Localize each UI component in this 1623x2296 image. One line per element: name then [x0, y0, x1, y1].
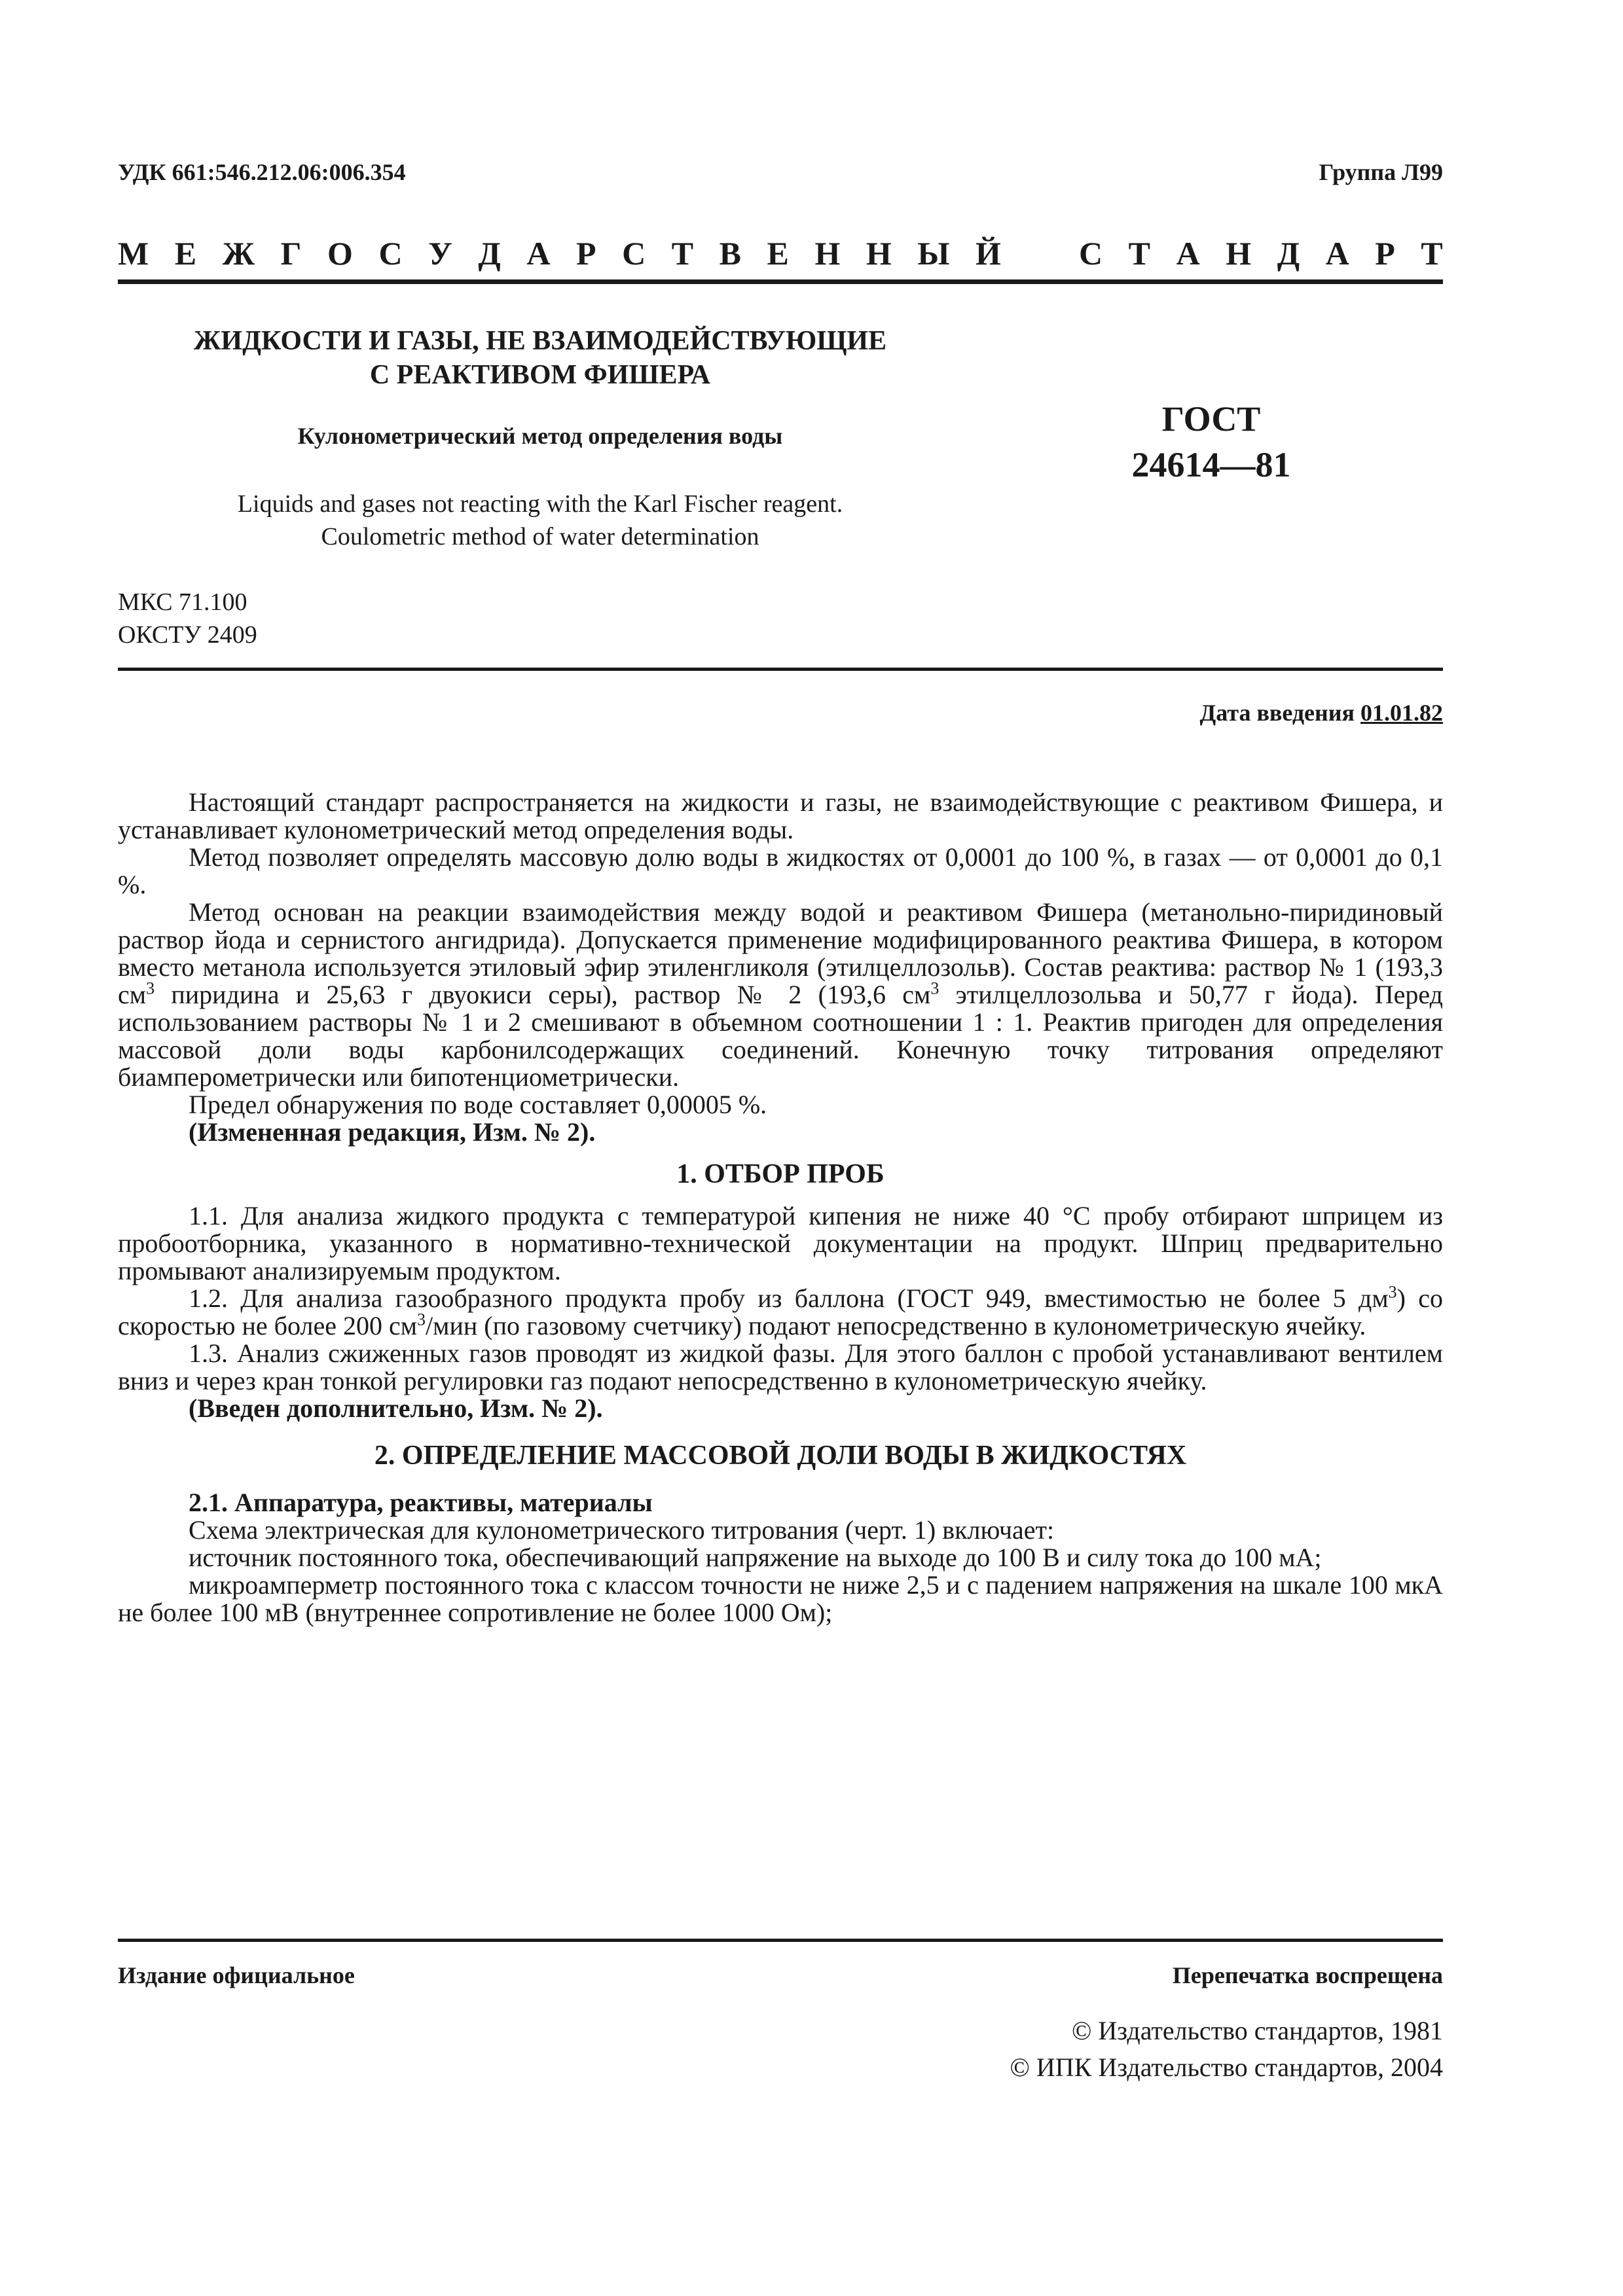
banner-letter: Т: [1421, 235, 1443, 272]
paragraph-text: пиридина и 25,63 г двуокиси серы), раствор № 2 (193,6 см: [155, 980, 931, 1009]
banner-letter: М: [118, 235, 149, 272]
amendment-note: (Измененная редакция, Изм. № 2).: [189, 1117, 596, 1147]
banner-letter: Ж: [222, 235, 255, 272]
banner-letter: Р: [575, 235, 596, 272]
paragraph-text: Метод основан на реакции взаимодействия между водой и реактивом Фишера (метанольно-пиридиновый раствор йода и сернистого ангидрида). Допускается применение модифицированного реактива Фишера, в котором вместо метанола используется этиловый эфир этиленгликоля (этилцеллозольв). Состав реактива: раствор № 1 (193,3 см: [118, 897, 1443, 1009]
footer-rule: [118, 1939, 1443, 1942]
banner-letter: Й: [976, 235, 1001, 272]
paragraph-text: /мин (по газовому счетчику) подают непосредственно в кулонометрическую ячейку.: [426, 1311, 1366, 1340]
gost-label: ГОСТ: [1161, 399, 1261, 439]
document-title: [118, 324, 962, 392]
paragraph-text: этилцеллозольва и 50,77 г йода). Перед использованием растворы № 1 и 2 смешивают в объемном соотношении 1 : 1. Реактив пригоден для определения массовой доли воды карбонилсодержащих соединений. Конечную точку титрования определяют биамперометрически или бипотенциометрически.: [118, 980, 1444, 1092]
group-code: Группа Л99: [1319, 159, 1443, 185]
section-heading: 2. ОПРЕДЕЛЕНИЕ МАССОВОЙ ДОЛИ ВОДЫ В ЖИДКОСТЯХ: [374, 1441, 1187, 1471]
banner-letter: А: [1176, 235, 1200, 272]
superscript: 3: [930, 978, 939, 998]
banner-letter: У: [428, 235, 452, 272]
banner-letter: Т: [671, 235, 694, 272]
copyright-block: [1010, 2013, 1443, 2086]
paragraph: Метод позволяет определять массовую долю воды в жидкостях от 0,0001 до 100 %, в газах — от 0,0001 до 0,1 %.: [118, 842, 1443, 899]
banner-letter: С: [622, 235, 646, 272]
okstu-code: ОКСТУ 2409: [118, 621, 257, 649]
paragraph: 1.1. Для анализа жидкого продукта с температурой кипения не ниже 40 °С пробу отбирают шприцем из пробоотборника, указанного в нормативно-технической документации на продукт. Шприц предварительно промывают анализируемым продуктом.: [118, 1201, 1443, 1285]
classification-codes: [118, 586, 257, 651]
intro-date-value: 01.01.82: [1360, 700, 1443, 726]
paragraph: [118, 1282, 1443, 1340]
paragraph: источник постоянного тока, обеспечивающий напряжение на выходе до 100 В и силу тока до 100 мА;: [189, 1543, 1322, 1572]
english-title-line: Liquids and gases not reacting with the Karl Fischer reagent.: [237, 490, 843, 518]
document-body: [118, 789, 1443, 1626]
paragraph-text: ) со скоростью не более 200 см: [118, 1283, 1443, 1340]
reprint-prohibited: Перепечатка воспрещена: [1172, 1962, 1443, 1988]
banner-letter: Е: [767, 235, 789, 272]
paragraph: Настоящий стандарт распространяется на жидкости и газы, не взаимодействующие с реактивом Фишера, и устанавливает кулонометрический метод определения воды.: [118, 787, 1443, 844]
document-subtitle: Кулонометрический метод определения воды: [297, 423, 783, 449]
banner-letter: О: [327, 235, 353, 272]
banner-letter: Н: [1226, 235, 1252, 272]
banner-letter: Д: [478, 235, 501, 272]
superscript: 3: [417, 1310, 426, 1329]
paragraph: Схема электрическая для кулонометрического титрования (черт. 1) включает:: [189, 1515, 1055, 1545]
intro-date: [1200, 699, 1444, 726]
banner-letter: Н: [866, 235, 892, 272]
banner-letter: Г: [280, 235, 302, 272]
banner-letter: Д: [1277, 235, 1300, 272]
udk-code: УДК 661:546.212.06:006.354: [118, 159, 406, 185]
paragraph-text: 1.2. Для анализа газообразного продукта пробу из баллона (ГОСТ 949, вместимостью не более 5 дм: [189, 1283, 1389, 1313]
section-heading: 1. ОТБОР ПРОБ: [676, 1159, 884, 1189]
copyright-line: © ИПК Издательство стандартов, 2004: [1010, 2053, 1443, 2082]
paragraph: [118, 899, 1443, 1091]
banner-letter: С: [1079, 235, 1103, 272]
copyright-line: © Издательство стандартов, 1981: [1071, 2016, 1443, 2045]
amendment-note: (Введен дополнительно, Изм. № 2).: [189, 1393, 603, 1423]
banner-letter: С: [378, 235, 403, 272]
banner-letter: Т: [1128, 235, 1151, 272]
paragraph: Предел обнаружения по воде составляет 0,00005 %.: [189, 1090, 767, 1119]
banner-letter: Е: [174, 235, 197, 272]
standard-banner: [118, 234, 1443, 272]
superscript: 3: [1388, 1282, 1397, 1302]
title-line: С РЕАКТИВОМ ФИШЕРА: [369, 360, 711, 390]
banner-spacer: [1027, 234, 1053, 272]
intro-date-label: Дата введения: [1199, 700, 1355, 726]
superscript: 3: [146, 978, 155, 998]
english-title-line: Coulometric method of water determination: [321, 523, 759, 550]
banner-rule: [118, 279, 1443, 284]
mks-code: МКС 71.100: [118, 588, 247, 616]
title-line: ЖИДКОСТИ И ГАЗЫ, НЕ ВЗАИМОДЕЙСТВУЮЩИЕ: [193, 326, 887, 356]
paragraph: 1.3. Анализ сжиженных газов проводят из жидкой фазы. Для этого баллон с пробой устанавливают вентилем вниз и через кран тонкой регулировки газ подают непосредственно в кулонометрическую ячейку.: [118, 1338, 1443, 1395]
subsection-heading: 2.1. Аппаратура, реактивы, материалы: [189, 1488, 653, 1517]
banner-letter: А: [526, 235, 551, 272]
banner-letter: Ы: [917, 235, 950, 272]
english-title: [118, 488, 962, 553]
paragraph: микроамперметр постоянного тока с классом точности не ниже 2,5 и с падением напряжения на шкале 100 мкА не более 100 мВ (внутреннее сопротивление не более 1000 Ом);: [118, 1570, 1443, 1627]
banner-letter: Р: [1375, 235, 1395, 272]
banner-letter: В: [719, 235, 741, 272]
gost-number: 24614—81: [1131, 445, 1291, 484]
title-rule: [118, 668, 1443, 671]
banner-letter: Н: [814, 235, 841, 272]
gost-designation: [1074, 396, 1349, 488]
official-edition: Издание официальное: [118, 1962, 355, 1988]
banner-letter: А: [1325, 235, 1349, 272]
